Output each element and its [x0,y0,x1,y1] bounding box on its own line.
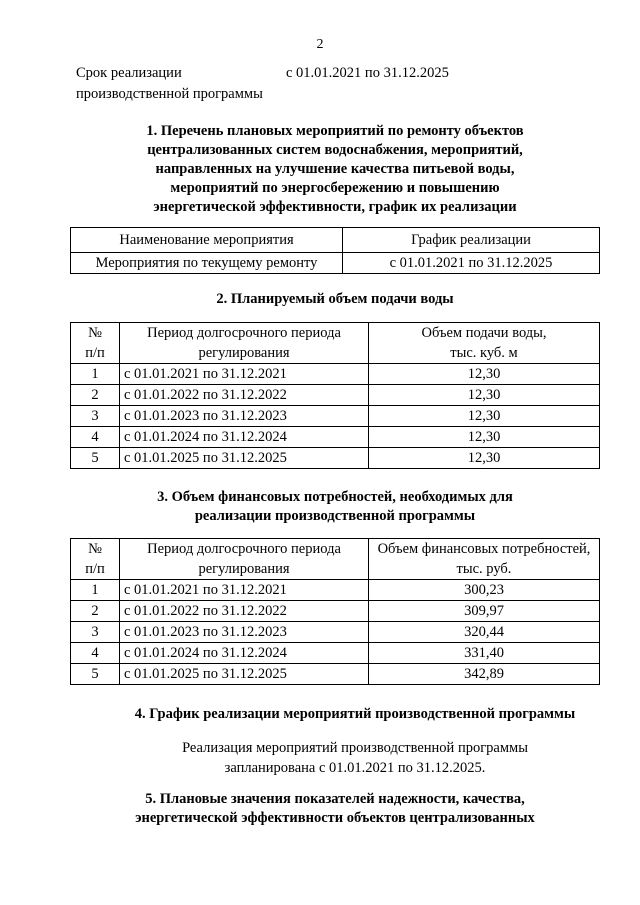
header-number-line1: № [88,541,102,557]
cell-number: 2 [71,385,120,406]
header-financial-needs [369,539,600,580]
cell-amount: 320,44 [369,622,600,643]
cell-number: 5 [71,664,120,685]
cell-period: с 01.01.2025 по 31.12.2025 [120,448,369,469]
term-label-line2: производственной программы [76,86,263,102]
header-number-line2: п/п [85,561,105,577]
table-row [71,643,600,664]
section3-title-line: 3. Объем финансовых потребностей, необходимых для [157,489,513,505]
header-period-line1: Период долгосрочного периода [147,325,341,341]
section5-title-line: энергетической эффективности объектов централизованных [135,810,535,826]
cell-volume: 12,30 [369,385,600,406]
table-row [71,664,600,685]
section4-text-line1: Реализация мероприятий производственной программы [182,740,528,756]
cell-period: с 01.01.2023 по 31.12.2023 [120,406,369,427]
cell-number: 1 [71,364,120,385]
water-supply-table [70,322,600,469]
cell-amount: 331,40 [369,643,600,664]
cell-period: с 01.01.2023 по 31.12.2023 [120,622,369,643]
cell-amount: 300,23 [369,580,600,601]
header-number [71,539,120,580]
section1-title-line: 1. Перечень плановых мероприятий по ремонту объектов [146,123,524,139]
term-value: с 01.01.2021 по 31.12.2025 [286,65,449,81]
cell-volume: 12,30 [369,364,600,385]
table-row [71,427,600,448]
section1-title-line: направленных на улучшение качества питьевой воды, [155,161,515,177]
cell-period: с 01.01.2022 по 31.12.2022 [120,385,369,406]
cell-volume: 12,30 [369,448,600,469]
section4-text [100,738,610,778]
cell-amount: 309,97 [369,601,600,622]
header-volume-line2: тыс. куб. м [450,345,518,361]
cell-number: 4 [71,643,120,664]
header-period [120,323,369,364]
table-row [71,253,600,274]
cell-period: с 01.01.2021 по 31.12.2021 [120,364,369,385]
header-number-line2: п/п [85,345,105,361]
section1-title-line: энергетической эффективности, график их реализации [153,199,517,215]
table-row [71,601,600,622]
table-row [71,448,600,469]
cell-schedule: с 01.01.2021 по 31.12.2025 [343,253,600,274]
cell-number: 5 [71,448,120,469]
header-volume-line1: Объем подачи воды, [421,325,547,341]
cell-volume: 12,30 [369,406,600,427]
table-header-row [71,228,600,253]
header-financial-line1: Объем финансовых потребностей, [377,541,591,557]
table-row [71,406,600,427]
page-number: 2 [316,37,324,52]
header-volume [369,323,600,364]
table-header-row [71,323,600,364]
header-period-line1: Период долгосрочного периода [147,541,341,557]
cell-activity: Мероприятия по текущему ремонту [71,253,343,274]
section1-title [70,122,600,217]
activities-table [70,227,600,274]
section1-title-line: централизованных систем водоснабжения, мероприятий, [147,142,523,158]
section4-title: 4. График реализации мероприятий производственной программы [134,706,576,722]
section3-title [70,488,600,526]
section5-title-line: 5. Плановые значения показателей надежности, качества, [145,791,525,807]
header-period-line2: регулирования [198,561,290,577]
header-number-line1: № [88,325,102,341]
cell-volume: 12,30 [369,427,600,448]
term-label-line1: Срок реализации [76,65,182,81]
header-financial-line2: тыс. руб. [456,561,512,577]
table-row [71,385,600,406]
cell-amount: 342,89 [369,664,600,685]
cell-period: с 01.01.2022 по 31.12.2022 [120,601,369,622]
section4-text-line2: запланирована с 01.01.2021 по 31.12.2025. [224,760,486,776]
section3-title-line: реализации производственной программы [194,508,476,524]
cell-number: 3 [71,406,120,427]
section1-title-line: мероприятий по энергосбережению и повышению [170,180,500,196]
section5-title [70,790,600,828]
cell-number: 4 [71,427,120,448]
header-activity-name: Наименование мероприятия [71,228,343,253]
table-header-row [71,539,600,580]
cell-period: с 01.01.2024 по 31.12.2024 [120,427,369,448]
financial-needs-table [70,538,600,685]
cell-period: с 01.01.2024 по 31.12.2024 [120,643,369,664]
cell-number: 1 [71,580,120,601]
table-row [71,364,600,385]
cell-number: 2 [71,601,120,622]
term-label [76,63,286,105]
cell-period: с 01.01.2021 по 31.12.2021 [120,580,369,601]
cell-number: 3 [71,622,120,643]
table-row [71,622,600,643]
header-period-line2: регулирования [198,345,290,361]
header-period [120,539,369,580]
implementation-term [76,63,596,107]
header-schedule: График реализации [343,228,600,253]
section2-title: 2. Планируемый объем подачи воды [216,291,454,307]
header-number [71,323,120,364]
cell-period: с 01.01.2025 по 31.12.2025 [120,664,369,685]
table-row [71,580,600,601]
